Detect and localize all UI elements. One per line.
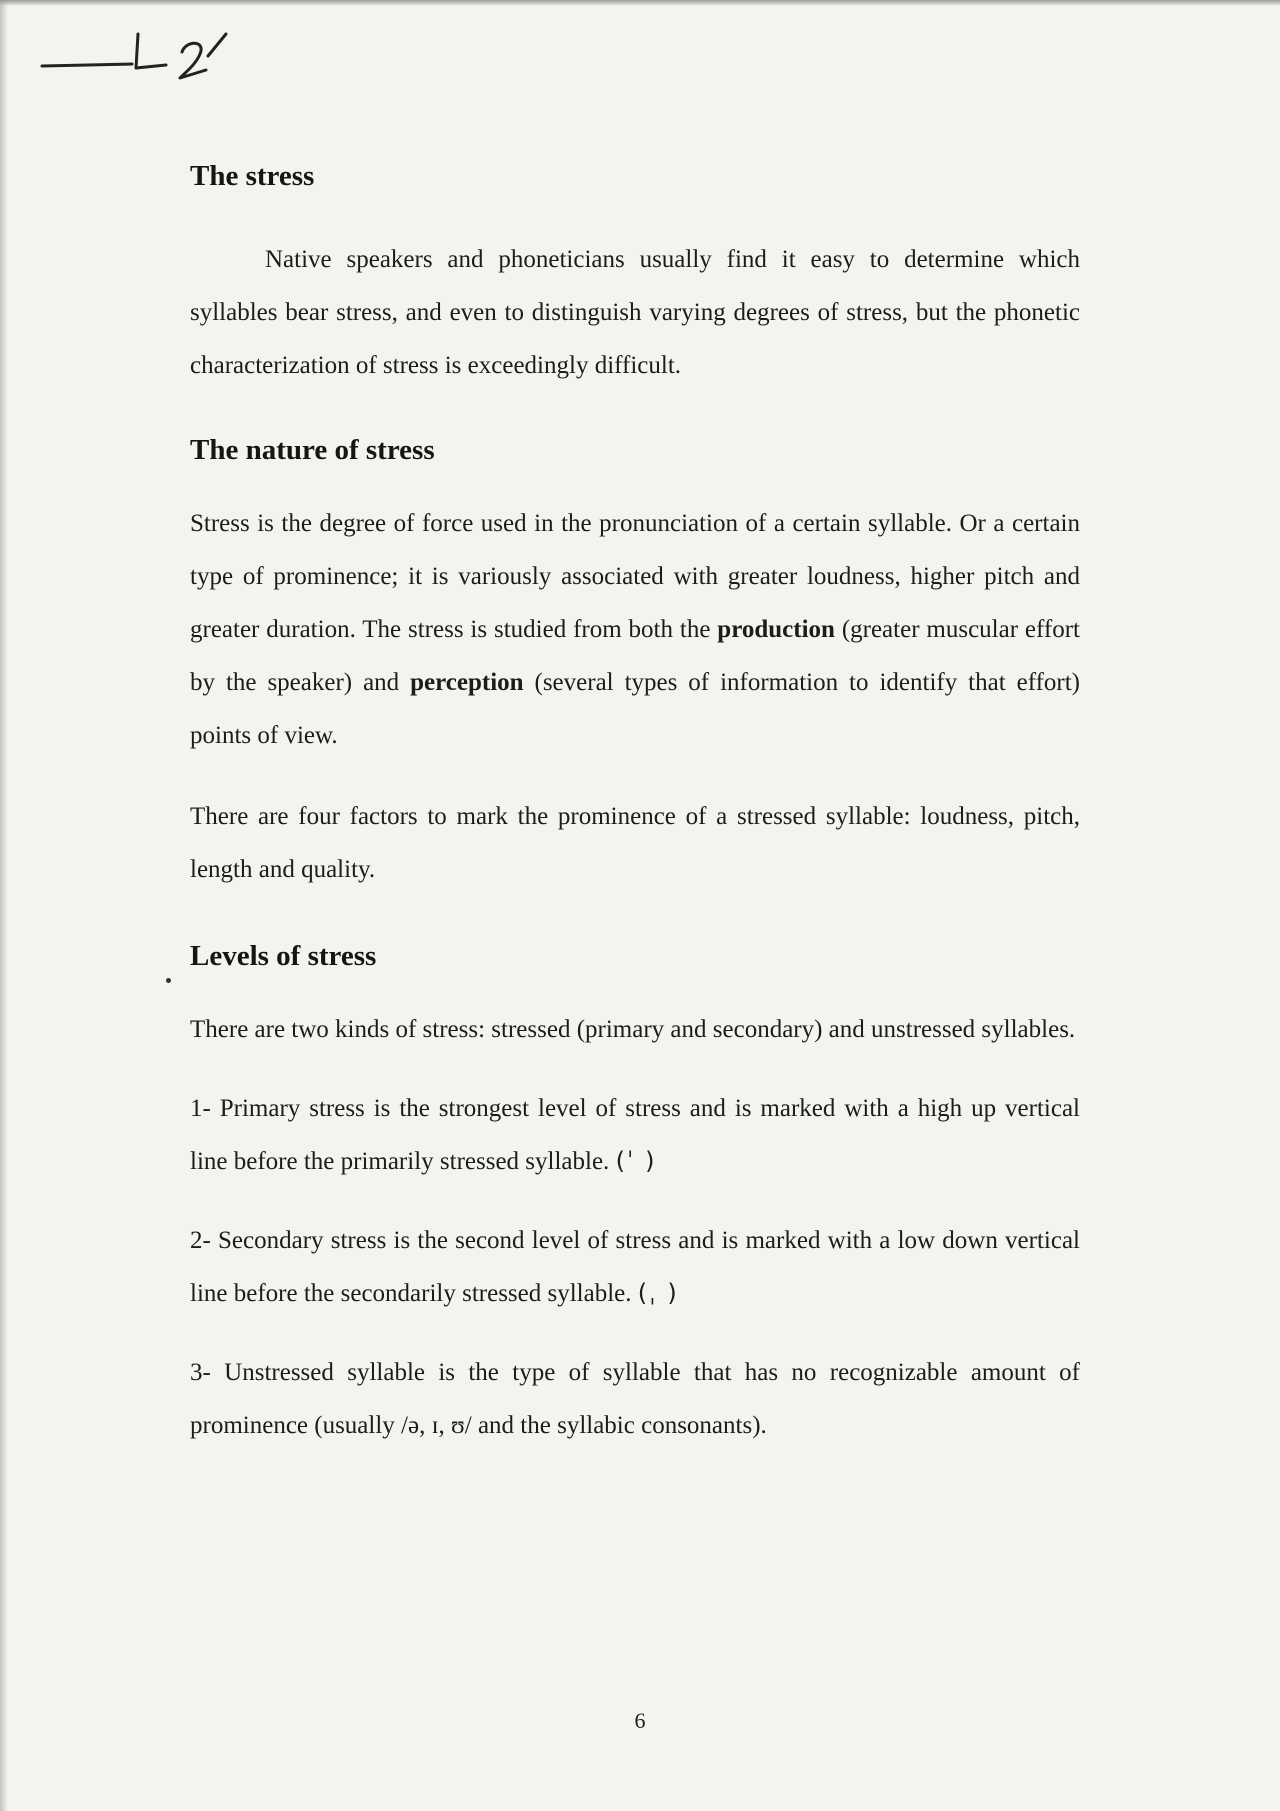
scan-speck — [166, 978, 171, 983]
secondary-text: 2- Secondary stress is the second level of stress and is marked with a low down vertical line before the secondarily stressed syllable. — [190, 1227, 1080, 1307]
list-item-secondary — [190, 1214, 1080, 1320]
levels-intro-paragraph: There are two kinds of stress: stressed (primary and secondary) and unstressed syllables. — [190, 1016, 1076, 1043]
document-body — [190, 150, 1080, 1452]
handwritten-note — [40, 22, 240, 82]
perception-term: perception — [410, 669, 524, 696]
page-edge-shadow — [0, 0, 1280, 6]
list-item-primary — [190, 1082, 1080, 1188]
section-title: The stress — [190, 160, 315, 192]
nature-text-a: Stress is the degree of force used in the pronunciation of a certain syllable. Or a certain type of prominence; it is variously associated with greater loudness, higher pitch and greater duration. The stress is studied from both the — [190, 510, 1080, 643]
nature-heading: The nature of stress — [190, 434, 435, 466]
nature-text-c: (several types of information to identify that effort) points of view. — [190, 669, 1080, 749]
nature-paragraph — [190, 497, 1080, 762]
page-edge-shadow-left — [0, 0, 8, 1811]
secondary-stress-mark: (ˌ ) — [637, 1279, 679, 1307]
intro-paragraph: Native speakers and phoneticians usually find it easy to determine which syllables bear stress, and even to distinguish varying degrees of stress, but the phonetic characterization of stress is exceedingly difficult. — [190, 246, 1080, 379]
factors-paragraph: There are four factors to mark the prominence of a stressed syllable: loudness, pitch, length and quality. — [190, 803, 1080, 883]
list-item-unstressed: 3- Unstressed syllable is the type of syllable that has no recognizable amount of prominence (usually /ə, ɪ, ʊ/ and the syllabic consonants). — [190, 1359, 1080, 1439]
primary-stress-mark: (ˈ ) — [615, 1147, 657, 1175]
primary-text: 1- Primary stress is the strongest level of stress and is marked with a high up vertical line before the primarily stressed syllable. — [190, 1095, 1080, 1175]
levels-heading: Levels of stress — [190, 940, 377, 972]
page-number: 6 — [634, 1708, 646, 1733]
nature-text-b: (greater muscular effort by the speaker) and — [190, 616, 1080, 696]
production-term: production — [717, 616, 835, 643]
